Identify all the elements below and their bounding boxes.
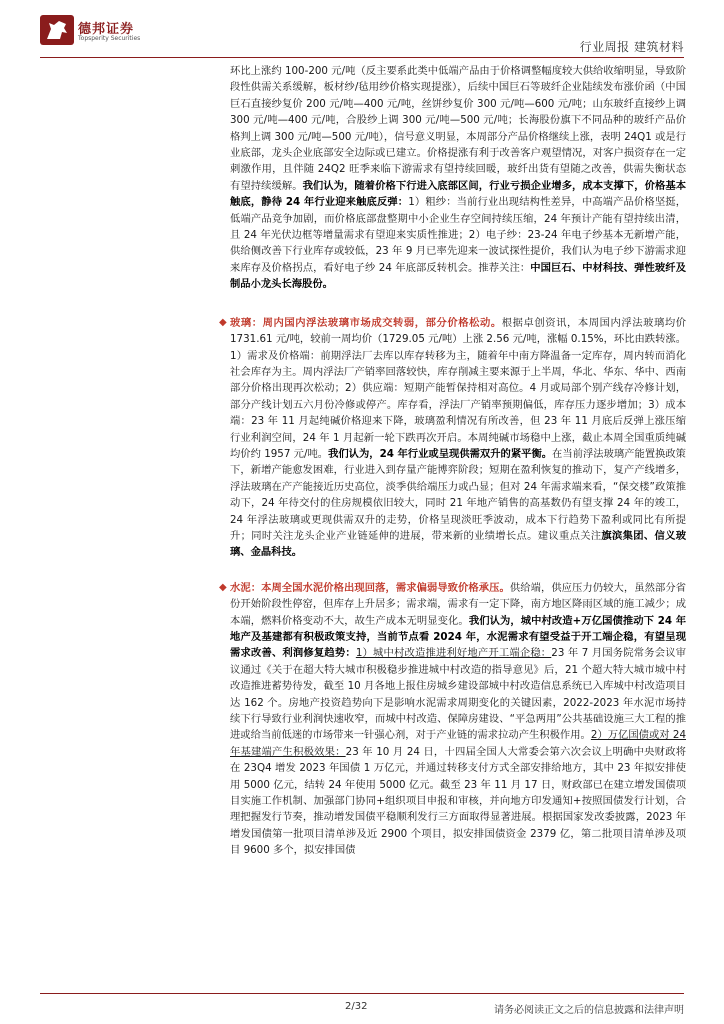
company-logo <box>40 15 160 47</box>
footer-divider <box>40 993 684 994</box>
body-text: 23 年 7 月国务院常务会议审议通过《关于在超大特大城市积极稳步推进城中村改造的指导意见》后，21 个超大特大城市城中村改造推进蓄势待发，截至 10 月各地上报住房城乡建设部城中村改造信息系统已入库城中村改造项目达 162 个。房地产投资趋势向下是影响水泥需求周期变化的关键因素，2022-2023 年水泥市场持续下行导致行业利润快速收窄，而城中村改造、保障房建设、“平急两用”公共基础设施三大工程的推进或给当前低迷的市场带来一针强心剂，对于产业链的需求拉动产生积极作用。 <box>230 647 686 742</box>
opinion-text: 我们认为，随着价格下行进入底部区间，行业亏损企业增多，成本支撑下，价格基本触底，静待 24 年行业迎来触底反弹： <box>230 179 687 209</box>
page-footer <box>0 993 724 1024</box>
page-header <box>0 0 724 62</box>
recommendation-text: 中国巨石、中材科技、弹性玻纤及制品小龙头长海股份。 <box>230 261 686 291</box>
subheading-treasury-bonds: 2）万亿国债或对 24 年基建端产生积极效果： <box>230 729 687 758</box>
body-text: 在当前浮法玻璃产能置换政策下，新增产能愈发困难，行业进入到存量产能博弈阶段；短期在盈利恢复的推动下，复产产线增多，浮法玻璃在产产能接近历史高位，淡季供给端压力或凸显；但对 24 年需求端来看，“保交楼”政策推动下，24 年待交付的住房规模依旧较大，同时 21 年地产销售的高基数仍有望支撑 24 年的竣工，24 年浮法玻璃或更现供需双升的走势，价格呈现淡旺季波动，成本下行趋势下盈利或同比有所提升；同时关注龙头企业产业链延伸的进展，带来新的业绩增长点。建议重点关注 <box>230 447 686 542</box>
section-heading-glass: 玻璃：周内国内浮法玻璃市场成交转弱，部分价格松动。 <box>230 316 502 329</box>
body-text: 环比上涨约 100-200 元/吨（反主要系此类中低端产品由于价格调整幅度较大供给收缩明显，导致阶段性供需关系缓解，板材纱/毡用纱价格实现提涨），后续中国巨石等玻纤企业陆续发布涨价函（中国巨石直接纱复价 200 元/吨—400 元/吨，丝饼纱复价 300 元/吨—600 元/吨；山东玻纤直接纱上调 300 元/吨—400 元/吨，合股纱上调 300 元/吨—500 元/吨；长海股份旗下不同品种的玻纤产品价格判上调 300 元/吨—500 元/吨），信号意义明显，本周部分产品价格继续上涨，表明 24Q1 或是行业底部，龙头企业底部安全边际或已建立。价格提涨有利于改善客户观望情况，对客户损资存在一定刺激作用，且伴随 24Q2 旺季来临下游需求有望持续回暖，玻纤出货有望随之改善，供需失衡状态有望持续缓解。 <box>230 65 686 192</box>
report-body <box>219 63 687 878</box>
cement-paragraph <box>219 580 687 859</box>
body-text: 供给端，供应压力仍较大，虽然部分省份开始阶段性停窑，但库存上升居多；需求端，需求有一定下降，南方地区降雨区域的施工减少；成本端，燃料价格变动不大，故生产成本无明显变化。 <box>230 581 686 627</box>
opinion-text: 我们认为，城中村改造+万亿国债推动下 24 年地产及基建都有积极政策支持，当前节点看 2024 年，水泥需求有望受益于开工端企稳，有望呈现需求改善、利润修复趋势： <box>230 614 686 660</box>
section-heading-cement: 水泥：本周全国水泥价格出现回落，需求偏弱导致价格承压。 <box>230 581 510 594</box>
header-divider <box>40 57 684 58</box>
subheading-urban-village: 1）城中村改造推进利好地产开工端企稳： <box>355 647 552 660</box>
horse-logo-icon <box>40 15 74 45</box>
report-type: 行业周报 建筑材料 <box>579 40 684 54</box>
recommendation-text: 旗滨集团、信义玻璃、金晶科技。 <box>230 529 687 559</box>
bullet-icon: ◆ <box>219 316 227 328</box>
body-text: 1）粗纱：当前行业出现结构性差异，中高端产品价格坚挺，低端产品竞争加剧，而价格底部盘整期中小企业生存空间持续压缩，24 年预计产能有望持续出清，且 24 年光伏边框等增量需求有望迎来实质性推进；2）电子纱：23-24 年电子纱基本无新增产能，供给侧改善下行业库存或较低，23 年 9 月已率先迎来一波试探性提价，我们认为电子纱下游需求迎来库存及价格拐点，看好电子纱 24 年底部反转机会。推荐关注： <box>230 196 686 274</box>
company-subname: Topsperity Securities <box>78 35 141 42</box>
opinion-text: 我们认为，24 年行业或呈现供需双升的紧平衡。 <box>328 447 553 460</box>
company-name: 德邦证券 <box>78 22 135 37</box>
legal-disclaimer: 请务必阅读正文之后的信息披露和法律声明 <box>494 1005 684 1016</box>
body-text: 根据卓创资讯，本周国内浮法玻璃均价 1731.61 元/吨，较前一周均价（1729.05 元/吨）上涨 2.56 元/吨，涨幅 0.15%，环比由跌转涨。1）需求及价格端：前期浮法厂去库以库存转移为主，随着年中南方降温备一定库存，周内转而消化社会库存为主。周内浮法厂产销率回落较快，库存削减主要来源于上半周，华北、华东、华中、西南部分价格出现再次松动；2）供应端：短期产能暂保持相对高位。4 月或局部个别产线存冷修计划，部分产线计划五六月份冷修或停产。库存看，浮法厂产销率预期偏低，库存压力逐步增加；3）成本端：23 年 11 月起纯碱价格迎来下降，玻璃盈利情况有所改善，但 23 年 11 月底后反弹上涨压缩行业利润空间，24 年 1 月起新一轮下跌再次开启。本周纯碱市场稳中上涨，截止本周全国重质纯碱均价约 1957 元/吨。 <box>230 316 687 460</box>
body-text: 23 年 10 月 24 日，十四届全国人大常委会第六次会议上明确中央财政将在 23Q4 增发 2023 年国债 1 万亿元，并通过转移支付方式全部安排给地方，其中 23 年拟安排使用 5000 亿元，结转 24 年使用 5000 亿元。截至 23 年 11 月 17 日，财政部已在建立增发国债项目实施工作机制、加强部门协同+组织项目申报和审核，并向地方印发通知+按照国债发行计划，合理把握发行节奏，推动增发国债平稳顺利发行三方面取得显著进展。根据国家发改委披露，2023 年增发国债第一批项目清单涉及近 2900 个项目，拟安排国债资金 2379 亿，第二批项目清单涉及项目 9600 多个，拟安排国债 <box>230 745 687 857</box>
page-number: 2/32 <box>345 1001 368 1012</box>
glass-fiber-paragraph <box>230 63 686 293</box>
bullet-icon: ◆ <box>219 581 227 593</box>
glass-paragraph <box>219 315 687 561</box>
